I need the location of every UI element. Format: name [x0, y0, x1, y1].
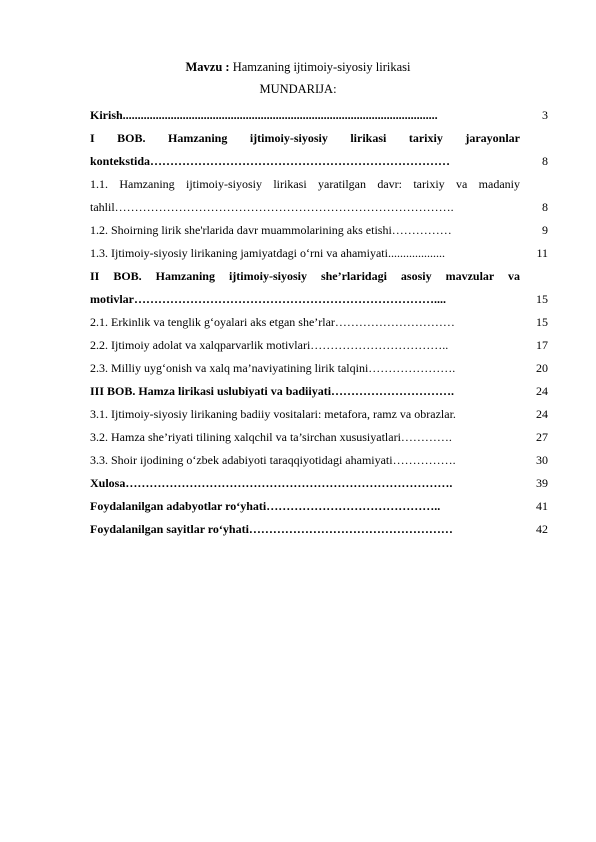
toc-entry-2-2: [90, 334, 548, 357]
toc-entry-text-line1: I BOB. Hamzaning ijtimoiy-siyosiy lirikasi tarixiy jarayonlar: [90, 131, 520, 145]
toc-entry-text: 1.2. Shoirning lirik she'rlarida davr muammolarining aks etishi……………: [90, 223, 452, 237]
toc-entry-page: 42: [536, 522, 548, 536]
toc-entry-text: Kirish.........................................................................................................: [90, 108, 438, 122]
toc-entry-text-line2: kontekstida…………………………………………………………………: [90, 154, 451, 168]
toc-entry-1-3: [90, 242, 548, 265]
topic-label: Mavzu :: [185, 60, 230, 74]
toc-entry-page: 15: [536, 292, 548, 306]
toc-entry-page: 15: [536, 315, 548, 329]
toc-entry-page: 24: [536, 384, 548, 398]
toc-entry-3-1: [90, 403, 548, 426]
toc-entry-page: 24: [536, 407, 548, 421]
toc-entry-page: 8: [542, 200, 548, 214]
toc-entry-text-line2: tahlil………………………………………………………………………….: [90, 200, 454, 214]
toc-entry-text: 2.3. Milliy uyg‘onish va xalq ma’naviyatining lirik talqini………………….: [90, 361, 456, 375]
toc-entry-text: 3.1. Ijtimoiy-siyosiy lirikaning badiiy vositalari: metafora, ramz va obrazlar.: [90, 407, 456, 421]
toc-entry-3-2: [90, 426, 548, 449]
topic-text: Hamzaning ijtimoiy-siyosiy lirikasi: [232, 60, 411, 74]
toc-entry-text: Xulosa……………………………………………………………………….: [90, 476, 453, 490]
toc-entry-page: 27: [536, 430, 548, 444]
toc-entry-websites: [90, 518, 548, 541]
toc-entry-text: Foydalanilgan sayitlar ro‘yhati……………………………………………: [90, 522, 453, 536]
table-of-contents: [90, 104, 548, 541]
toc-entry-1-1: [90, 173, 548, 219]
toc-entry-chapter-2: [90, 265, 548, 311]
toc-entry-3-3: [90, 449, 548, 472]
toc-entry-page: 17: [536, 338, 548, 352]
toc-entry-chapter-3: [90, 380, 548, 403]
toc-entry-page: 9: [542, 223, 548, 237]
toc-entry-2-1: [90, 311, 548, 334]
toc-entry-page: 30: [536, 453, 548, 467]
toc-entry-chapter-1: [90, 127, 548, 173]
toc-entry-page: 20: [536, 361, 548, 375]
toc-entry-text: 2.1. Erkinlik va tenglik g‘oyalari aks etgan she’rlar…………………………: [90, 315, 455, 329]
toc-entry-text: [90, 173, 520, 219]
toc-entry-page: 41: [536, 499, 548, 513]
toc-heading: MUNDARIJA:: [259, 82, 337, 96]
document-topic: [0, 60, 596, 75]
toc-entry-text-line1: 1.1. Hamzaning ijtimoiy-siyosiy lirikasi yaratilgan davr: tarixiy va madaniy: [90, 177, 520, 191]
toc-entry-page: 8: [542, 154, 548, 168]
toc-entry-text: Foydalanilgan adabyotlar ro‘yhati……………………………………..: [90, 499, 441, 513]
toc-entry-page: 39: [536, 476, 548, 490]
toc-entry-1-2: [90, 219, 548, 242]
toc-entry-text: 1.3. Ijtimoiy-siyosiy lirikaning jamiyatdagi o‘rni va ahamiyati...................: [90, 246, 445, 260]
toc-entry-text: III BOB. Hamza lirikasi uslubiyati va badiiyati………………………….: [90, 384, 455, 398]
toc-entry-text: [90, 265, 520, 311]
toc-entry-page: 11: [536, 246, 548, 260]
toc-entry-text: 3.3. Shoir ijodining o‘zbek adabiyoti taraqqiyotidagi ahamiyati…………….: [90, 453, 456, 467]
toc-entry-2-3: [90, 357, 548, 380]
toc-entry-text: [90, 127, 520, 173]
toc-entry-page: 3: [542, 108, 548, 122]
toc-entry-text: 3.2. Hamza she’riyati tilining xalqchil va ta’sirchan xususiyatlari………….: [90, 430, 452, 444]
toc-entry-text: 2.2. Ijtimoiy adolat va xalqparvarlik motivlari……………………………..: [90, 338, 449, 352]
toc-entry-xulosa: [90, 472, 548, 495]
toc-entry-kirish: [90, 104, 548, 127]
toc-entry-text-line1: II BOB. Hamzaning ijtimoiy-siyosiy she’rlaridagi asosiy mavzular va: [90, 269, 520, 283]
toc-entry-text-line2: motivlar…………………………………………………………………....: [90, 292, 446, 306]
toc-entry-references: [90, 495, 548, 518]
